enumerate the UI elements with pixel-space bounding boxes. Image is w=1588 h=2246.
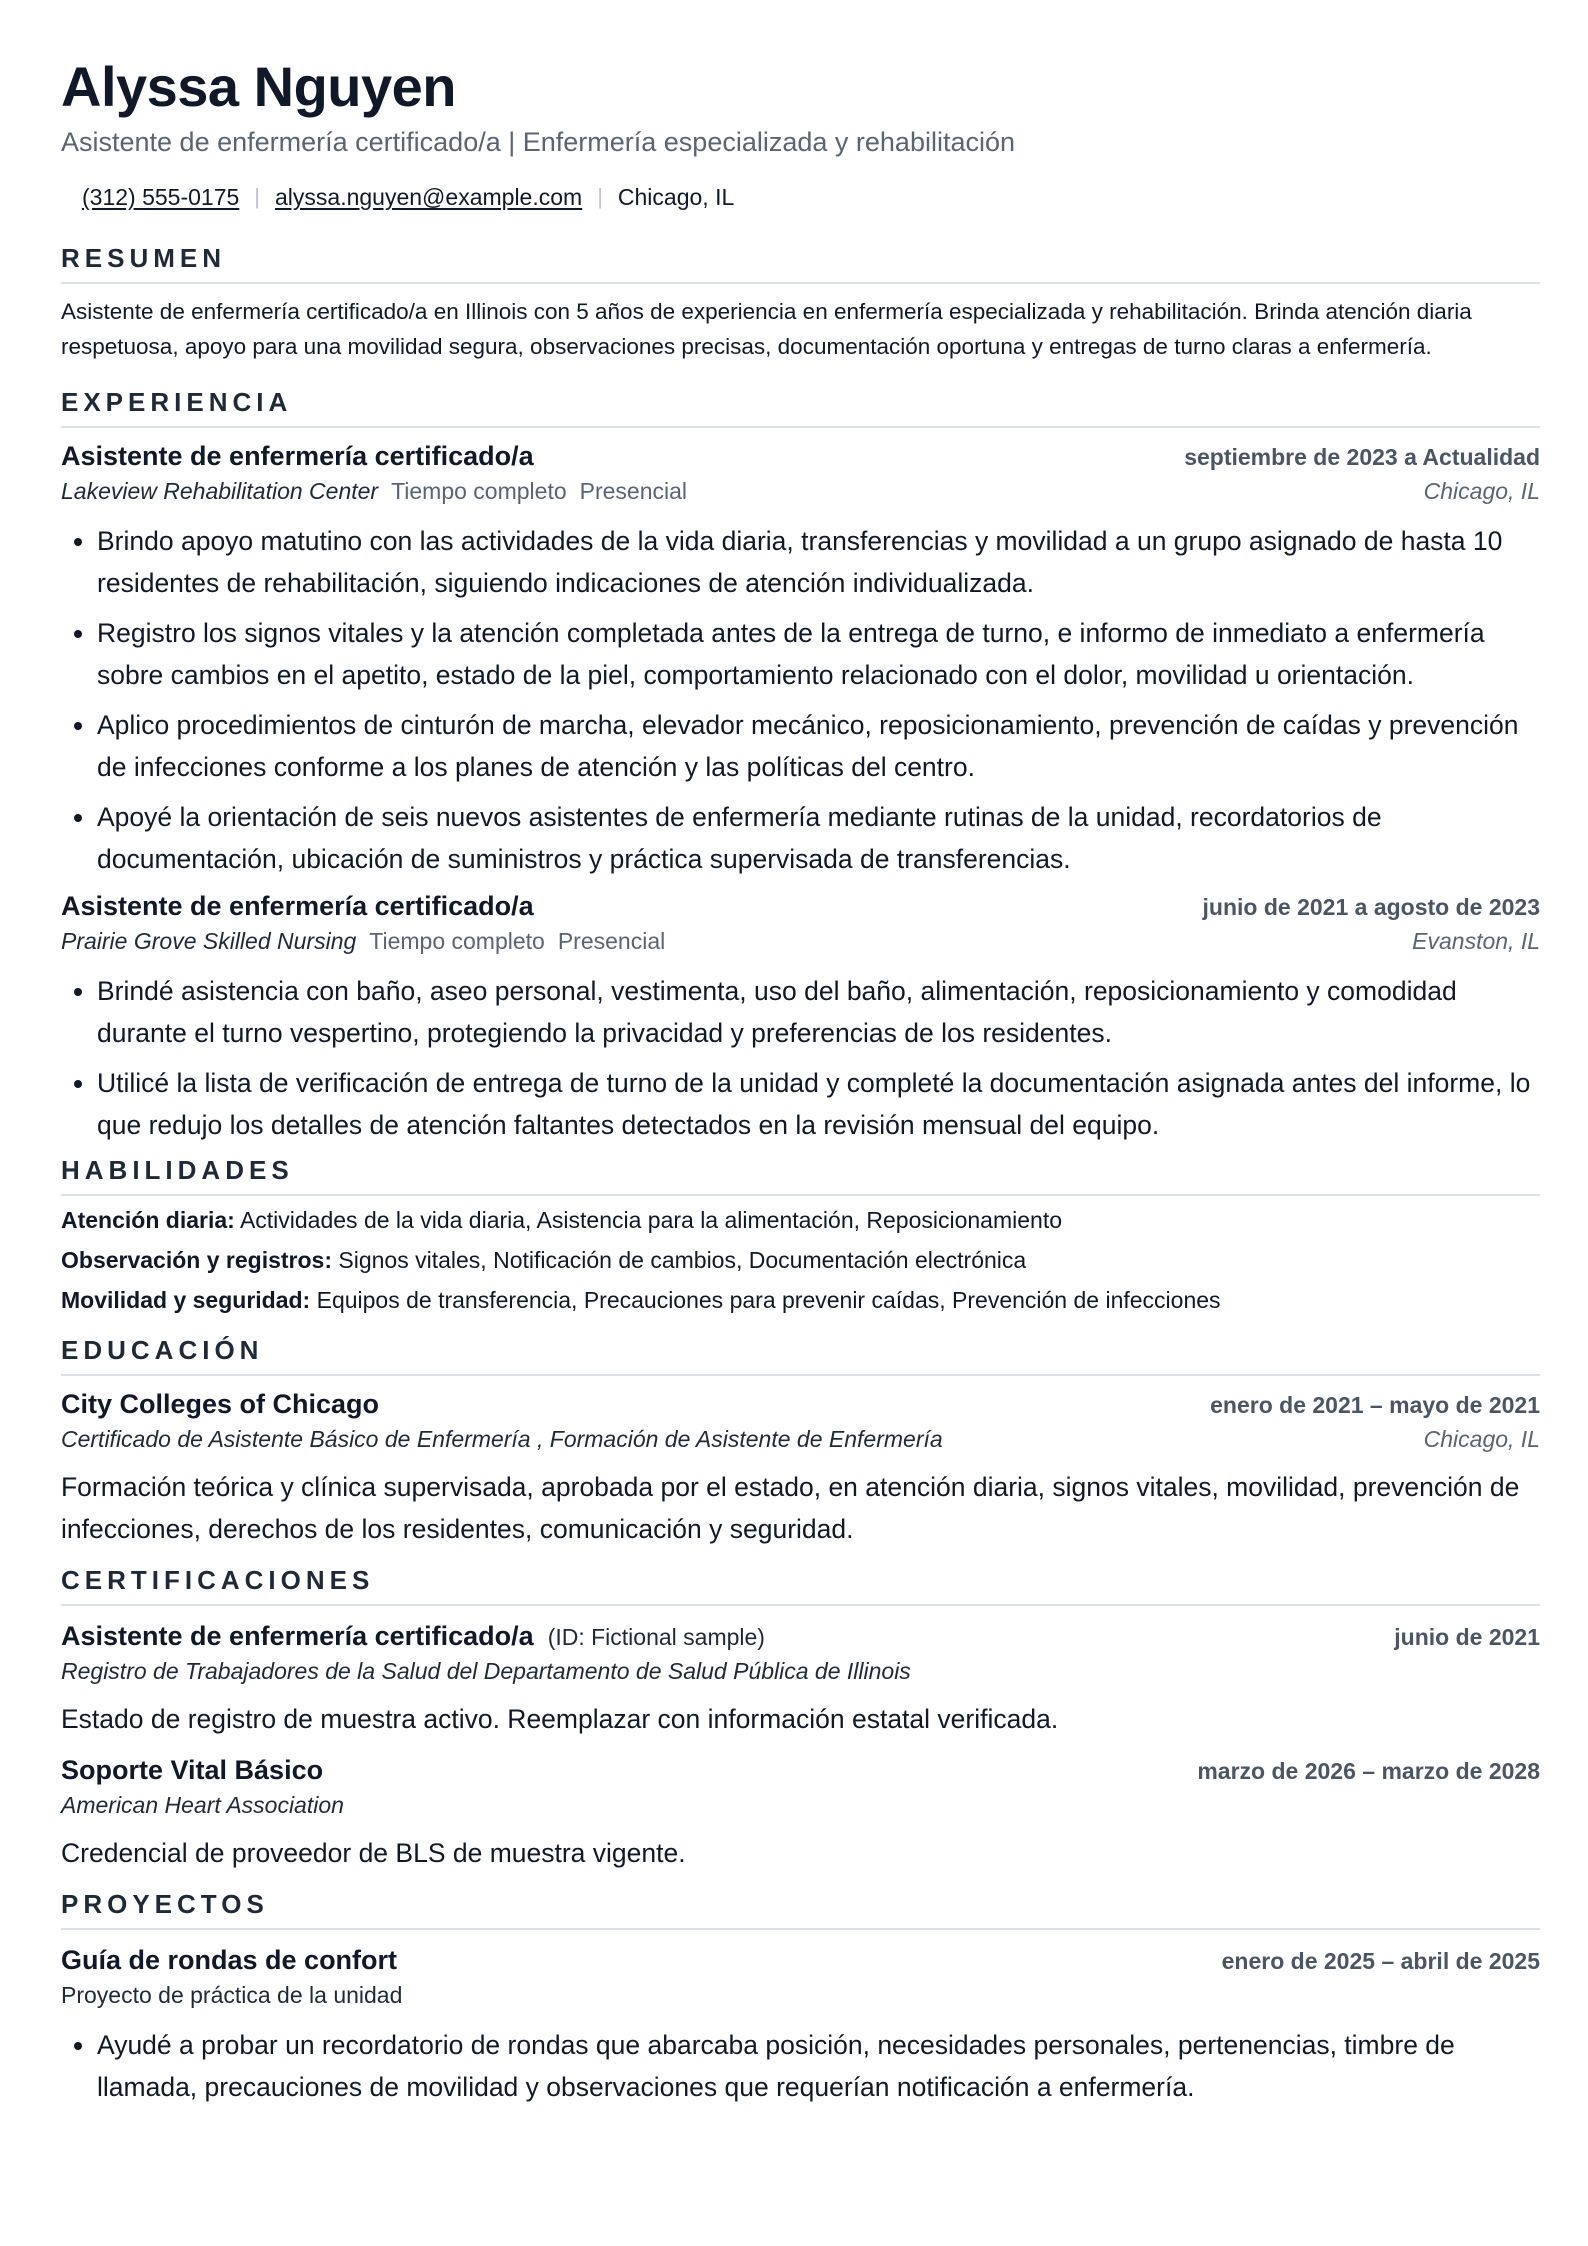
section-title-projects: PROYECTOS xyxy=(61,1888,1540,1930)
project-entry xyxy=(61,1942,1540,2108)
certifications-section xyxy=(61,1564,1540,1874)
bullet-item: • Brindo apoyo matutino con las actividades de la vida diaria, transferencias y movilidad a un grupo asignado de hasta 10 residentes de rehabilitación, siguiendo indicaciones de atención individualizada. xyxy=(97,520,1540,604)
certification-dates: junio de 2021 xyxy=(1394,1624,1540,1650)
job-employer: Prairie Grove Skilled Nursing xyxy=(61,928,357,954)
school-name: City Colleges of Chicago xyxy=(61,1389,380,1419)
phone-link[interactable]: (312) 555-0175 xyxy=(82,184,240,210)
section-title-experience: EXPERIENCIA xyxy=(61,386,1540,428)
project-name: Guía de rondas de confort xyxy=(61,1945,398,1975)
headline: Asistente de enfermería certificado/a | Enfermería especializada y rehabilitación xyxy=(61,127,1016,157)
section-title-certifications: CERTIFICACIONES xyxy=(61,1564,1540,1606)
bullet-item: • Apoyé la orientación de seis nuevos asistentes de enfermería mediante rutinas de la unidad, recordatorios de documentación, ubicación de suministros y práctica supervisada de transferencias. xyxy=(97,796,1540,880)
contact-line xyxy=(61,182,1540,212)
job-location: Chicago, IL xyxy=(1423,478,1540,504)
project-context: Proyecto de práctica de la unidad xyxy=(61,1982,403,2008)
bullet-item: • Brindé asistencia con baño, aseo personal, vestimenta, uso del baño, alimentación, reposicionamiento y comodidad durante el turno vespertino, protegiendo la privacidad y preferencias de los residentes. xyxy=(97,970,1540,1054)
location-text: Chicago, IL xyxy=(617,184,735,210)
education-location: Chicago, IL xyxy=(1423,1426,1540,1452)
skill-group-label: Atención diaria: xyxy=(61,1207,235,1233)
job-role: Asistente de enfermería certificado/a xyxy=(61,441,534,471)
certification-dates: marzo de 2026 – marzo de 2028 xyxy=(1197,1758,1540,1784)
email-link[interactable]: alyssa.nguyen@example.com xyxy=(275,184,583,210)
skill-group-items: Equipos de transferencia, Precauciones para prevenir caídas, Prevención de infecciones xyxy=(316,1287,1221,1313)
bullet-item: • Aplico procedimientos de cinturón de marcha, elevador mecánico, reposicionamiento, prevención de caídas y prevención de infecciones conforme a los planes de atención y las políticas del centro. xyxy=(97,704,1540,788)
job-employer: Lakeview Rehabilitation Center xyxy=(61,478,379,504)
contact-separator: | xyxy=(597,184,603,209)
skill-group xyxy=(61,1280,1540,1320)
summary-text: Asistente de enfermería certificado/a en Illinois con 5 años de experiencia en enfermería especializada y rehabilitación. Brinda atención diaria respetuosa, apoyo para una movilidad segura, observaciones precisas, documentación oportuna y entregas de turno claras a enfermería. xyxy=(61,299,1472,359)
certification-description: Credencial de proveedor de BLS de muestra vigente. xyxy=(61,1838,686,1868)
job-mode: Presencial xyxy=(579,478,688,504)
job-dates: septiembre de 2023 a Actualidad xyxy=(1184,444,1540,470)
experience-section xyxy=(61,386,1540,1146)
education-entry xyxy=(61,1386,1540,1550)
job-type: Tiempo completo xyxy=(369,928,545,954)
certification-entry xyxy=(61,1618,1540,1740)
job-role: Asistente de enfermería certificado/a xyxy=(61,891,534,921)
section-title-education: EDUCACIÓN xyxy=(61,1334,1540,1376)
contact-separator: | xyxy=(254,184,261,209)
skills-section xyxy=(61,1154,1540,1320)
certification-id: (ID: Fictional sample) xyxy=(547,1624,765,1650)
skill-group xyxy=(61,1200,1540,1240)
job-bullets xyxy=(61,520,1540,880)
summary-section xyxy=(61,242,1540,364)
skill-group-label: Observación y registros: xyxy=(61,1247,332,1273)
job-location: Evanston, IL xyxy=(1412,928,1540,954)
skill-group-items: Signos vitales, Notificación de cambios, Documentación electrónica xyxy=(338,1247,1027,1273)
section-title-summary: RESUMEN xyxy=(61,242,1540,284)
project-dates: enero de 2025 – abril de 2025 xyxy=(1221,1948,1540,1974)
bullet-item: • Ayudé a probar un recordatorio de rondas que abarcaba posición, necesidades personales, pertenencias, timbre de llamada, precauciones de movilidad y observaciones que requerían notificación a enfermería. xyxy=(97,2024,1540,2108)
certification-name: Soporte Vital Básico xyxy=(61,1755,324,1785)
projects-section xyxy=(61,1888,1540,2108)
certification-name: Asistente de enfermería certificado/a xyxy=(61,1621,534,1651)
bullet-item: • Registro los signos vitales y la atención completada antes de la entrega de turno, e informo de inmediato a enfermería sobre cambios en el apetito, estado de la piel, comportamiento relacionado con el dolor, movilidad u orientación. xyxy=(97,612,1540,696)
certification-issuer: American Heart Association xyxy=(61,1792,344,1818)
certification-issuer: Registro de Trabajadores de la Salud del Departamento de Salud Pública de Illinois xyxy=(61,1658,911,1684)
education-description: Formación teórica y clínica supervisada, aprobada por el estado, en atención diaria, signos vitales, movilidad, prevención de infecciones, derechos de los residentes, comunicación y seguridad. xyxy=(61,1472,1520,1544)
education-dates: enero de 2021 – mayo de 2021 xyxy=(1210,1392,1540,1418)
job-entry xyxy=(61,438,1540,880)
bullet-item: • Utilicé la lista de verificación de entrega de turno de la unidad y completé la documentación asignada antes del informe, lo que redujo los detalles de atención faltantes detectados en la revisión mensual del equipo. xyxy=(97,1062,1540,1146)
job-mode: Presencial xyxy=(557,928,666,954)
candidate-name: Alyssa Nguyen xyxy=(61,55,456,118)
job-dates: junio de 2021 a agosto de 2023 xyxy=(1202,894,1540,920)
education-program: Certificado de Asistente Básico de Enfermería , Formación de Asistente de Enfermería xyxy=(61,1426,943,1452)
job-type: Tiempo completo xyxy=(391,478,567,504)
job-bullets xyxy=(61,970,1540,1146)
skill-group-items: Actividades de la vida diaria, Asistencia para la alimentación, Reposicionamiento xyxy=(239,1207,1063,1233)
project-bullets xyxy=(61,2024,1540,2108)
skill-group xyxy=(61,1240,1540,1280)
job-entry xyxy=(61,888,1540,1146)
skill-group-label: Movilidad y seguridad: xyxy=(61,1287,311,1313)
section-title-skills: HABILIDADES xyxy=(61,1154,1540,1196)
certification-description: Estado de registro de muestra activo. Reemplazar con información estatal verificada. xyxy=(61,1704,1059,1734)
education-section xyxy=(61,1334,1540,1550)
certification-entry xyxy=(61,1752,1540,1874)
